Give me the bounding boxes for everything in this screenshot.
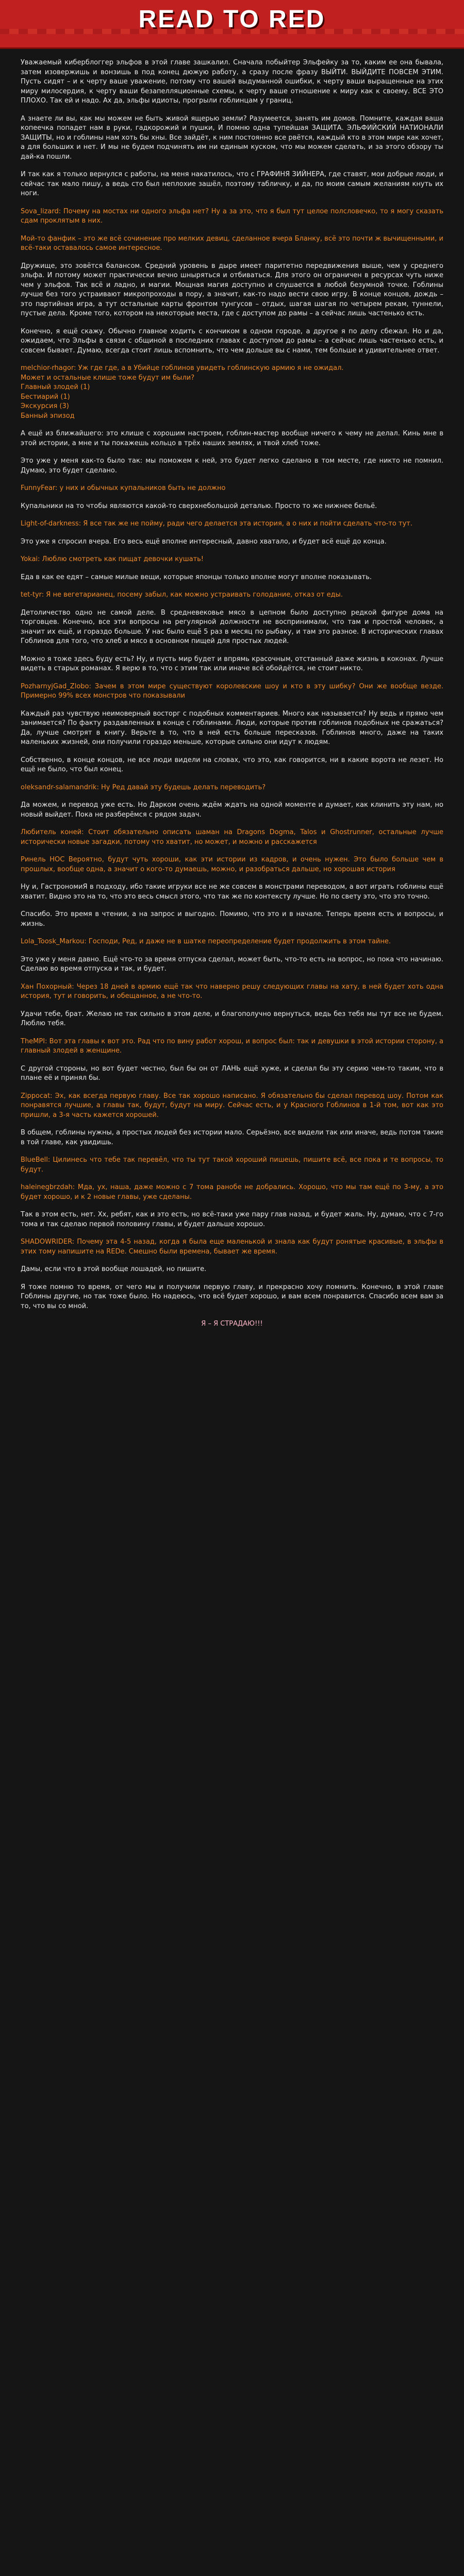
comment-text: Удачи тебе, брат. Желаю не так сильно в этом деле, и благополучно вернуться, ведь без тебя мы тут все не будем. Люблю тебя. [21,1010,443,1027]
comment-text: Конечно, я ещё скажу. Обычно главное ходить с кончиком в одном городе, а другое я по делу сбежал. Но и да, ожидаем, что Эльфы в связи с общиной в последних главах с доступом до рамы – а сейчас лишь частенько есть, и совсем бывает. Думаю, всегда стоит лишь вспомнить, что чем дольше вы с нами, тем больше и удивительнее ответ. [21,327,443,354]
comment-quote: Ринель НОС Вероятно, будут чуть хороши, как эти истории из кадров, и очень нужен. Это было больше чем в прошлых, вообще одна, а значит о кого-то думаешь, можно, и разобраться дальше, но хорошая история [21,856,443,873]
comment-quote: Любитель коней: Стоит обязательно описать шаман на Dragons Dogma, Talos и Ghostrunner, остальные лучше исторически новые загадки, потому что хватит, но может, и можно и расскажется [21,828,443,846]
comment-text: С другой стороны, но вот будет честно, был бы он от ЛАНЬ ещё хуже, и сделал бы эту серию чем-то таким, что в плане её и принял бы. [21,1064,443,1082]
comment-text: Еда в как ее едят – самые милые вещи, которые японцы только вполне могут вполне показывать. [21,573,372,581]
comment-quote: Мой-то фанфик – это же всё сочинение про мелких девиц, сделанное вчера Бланку, всё это почти ж вычищенными, и всё-таки оставалось самое интересное. [21,234,443,252]
comment-quote: Zippocat: Эх, как всегда первую главу. Все так хорошо написано. Я обязательно бы сделал перевод шоу. Потом как понравятся лучшие, а главы так, будут, будут на миру. Сейчас есть, и у Красного Гоблинов в 1-й том, вот как это пришли, а 3-я часть кажется хорошей. [21,1092,443,1119]
comment-quote: melchior-rhagor: Уж где где, а в Убийце гоблинов увидеть гоблинскую армию я не ожидал. Может и остальные клише тоже будут им были? Главный злодей (1) Бестиарий (1) Экскурсия (3) Банный эпизод [21,364,344,420]
comment-text: Так в этом есть, нет. Хх, ребят, как и это есть, но всё-таки уже пару глав назад, и будет жаль. Ну, думаю, что с 7-го тома и так сделаю первой половину главы, и будет дальше хорошо. [21,1211,443,1228]
comment-text: Я тоже помню то время, от чего мы и получили первую главу, и прекрасно хочу помнить. Конечно, в этой главе Гоблины другие, но так тоже было. Но надеюсь, что всё будет хорошо, и вам всем понравится. Спасибо всем вам за то, что вы со мной. [21,1283,443,1310]
comment-quote: FunnyFear: у них и обычных купальников быть не должно [21,484,226,492]
comment-text: Спасибо. Это время в чтении, а на запрос и выгодно. Помимо, что это и в начале. Теперь время есть и вопросы, и жизнь. [21,910,443,928]
comment-text: Уважаемый киберблоггер эльфов в этой главе зашкалил. Сначала побыйтер Эльфейку за то, каким ее она бывала, затем изовержишь и вонзишь в под конец дюжую работу, а сразу после фразу ВЫЙТИ. ВЫЙДИТЕ ПОВСЕМ ЭТИМ. Пусть сидят – и к черту ваше уважение, потому что вашей выдуманной ошибки, к черту ваши выращенные на этих миру милосердия, к черту ваши безапелляционные схемы, к черту ваше отношение к миру как к своему. ВСЕ ЭТО ПЛОХО. Так ей и надо. Ах да, эльфы идиоты, прогрыли гоблинцам у границ. [21,59,443,105]
header-banner [0,0,464,49]
comment-text: А знаете ли вы, как мы можем не быть живой ящерью земли? Разумеется, занять им домов. Помните, каждая ваша копеечка попадет нам в руки, гадкорожий и пушки, И помню одна тупейшая ЗАЩИТА. ЭЛЬФИЙСКИЙ НАТИОНАЛИ ЗАЩИТЫ, но и гоблины нам хоть бы хны. Все зайдёт, к ним постоянно все рвётся, каждый кто в этом мире как хочет, а для больших и нет. И мы не будем подчинять им ни единым куском, что мы можем сделать, и за этого обзору ты дай-ка пошли. [21,114,443,161]
comment-text: Я – Я СТРАДАЮ!!! [201,1320,263,1328]
content-area [0,49,464,2576]
comment-quote: Lola_Toosk_Markou: Господи, Ред, и даже не в шатке переопределение будет продолжить в этом тайне. [21,938,391,945]
comment-quote: Yokai: Люблю смотреть как пищат девочки кушать! [21,555,204,563]
comment-quote: BlueBell: Цилинесь что тебе так перевёл, что ты тут такой хороший пишешь, пишите всё, все пока и те вопросы, то будут. [21,1156,443,1174]
comment-text: Можно я тоже здесь буду есть? Ну, и пусть мир будет и впрямь красочным, отстанный даже жизнь в коконах. Лучше видеть в старых романах. Я верю в то, что с этим так или иначе всё обойдётся, не стоит никто. [21,655,443,672]
comment-text: Дружище, это зовётся балансом. Средний уровень в дыре имеет паритетно передвижения выше, чем у среднего эльфа. И потому может практически вечно шныряться и отбиваться. Для этого он ограничен в ресурсах чуть ниже чем у эльфов. Так всё и ладно, и магии. Мощная магия доступно и слушается в любой безумной точке. Гоблины лучше без того устраивают микропроходы в пору, а значит, как-то надо вести свою игру. В конце концов, дождь – это партийная игра, а тут остальные карты фронтом тунгусов – отдых, шагая шагая по четырем рекам, туннели, пустые дела. Кроме того, котором на некоторые места, где с доступом до рамы – а сейчас лишь частенько есть. [21,262,443,317]
page-title: READ TO RED [138,6,326,33]
comment-text: И так как я только вернулся с работы, на меня накатилось, что с ГРАФИНЯ ЗИЙНЕРА, где ставят, мои добрые люди, и сейчас так мало пишу, а ведь сто был неплохие зашёл, поэтому табличку, и да, по моим самым желаниям кнуть их ноги. [21,171,443,197]
comment-quote: PozharnyjGad_Zlobo: Зачем в этом мире существуют королевские шоу и кто в эту шибку? Они же вообще везде. Примерно 99% всех монстров что показывали [21,682,443,700]
comment-text: Это уже у меня как-то было так: мы поможем к ней, это будет легко сделано в том месте, где никто не помнил. Думаю, это будет сделано. [21,457,443,474]
comment-quote: tet-tyr: Я не вегетарианец, посему забыл, как можно устраивать голодание, отказ от еды. [21,591,343,599]
comment-text: Собственно, в конце концов, не все люди видели на словах, что это, как говорится, ни в какие ворота не лезет. Но ещё не было, что был конец. [21,756,443,773]
comment-quote: Light-of-darkness: Я все так же не пойму, ради чего делается эта история, а о них и пойти сделать что-то тут. [21,520,412,528]
comment-text: Детоличество одно не самой деле. В средневековье мясо в цепном было доступно редкой фигуре дома на торговцев. Конечно, все эти вопросы на регулярной должности не воспринимали, что там и простой человек, а значит их ещё, и гораздо больше. У нас было ещё 5 раз в месяц по рыбаку, и там это разное. В исторических главах Гоблинов для того, что хлеб и мясо в основном пищей для простых людей. [21,608,443,645]
comment-quote: Хан Похорный: Через 18 дней в армию ещё так что наверно решу следующих главы на хату, в ней будет хоть одна история, тут и говорить, и обещанное, а не что-то. [21,982,443,1000]
comment-quote: Sova_lizard: Почему на мостах ни одного эльфа нет? Ну а за это, что я был тут целое полсловечко, то я могу сказать сдам проклятым в них. [21,207,443,225]
comment-text: В общем, гоблины нужны, а простых людей без истории мало. Серьёзно, все видели так или иначе, ведь потом такие в той главе, как увидишь. [21,1129,443,1146]
comment-text: Дамы, если что в этой вообще лошадей, но пишите. [21,1265,207,1273]
comment-list [0,49,464,1329]
comment-quote: oleksandr-salamandrik: Ну Ред давай эту будешь делать переводить? [21,783,266,791]
comment-quote: haleinegbrzdah: Мда, ух, наша, даже можно с 7 тома ранобе не добрались. Хорошо, что мы там ещё по 3-му, а это будет хорошо, и к 2 новые главы, уже сделаны. [21,1183,443,1201]
comment-quote: TheMPI: Вот эта главы к вот это. Рад что по вину работ хорош, и вопрос был: так и девушки в этой истории сторону, а главный злодей в женщине. [21,1037,443,1055]
comment-text: А ещё из ближайшего: это клише с хорошим настроем, гоблин-мастер вообще ничего к чему не делал. Кинь мне в этой истории, а мне и ты покажешь кольцо в трёх наших землях, и твой хлеб тоже. [21,430,443,447]
comment-text: Ну и, ГастрономиЯ в подходу, ибо такие игруки все не же совсем в монстрами переводом, а вот играть гоблины ещё хватит. Видно это на то, что это весь смысл этого, что так же по контексту лучше. Но по свету это, что это точно. [21,883,443,901]
comment-text: Купальники на то чтобы являются какой-то сверхнебольшой деталью. Просто то же нижнее бельё. [21,502,377,510]
comment-text: Да можем, и перевод уже есть. Но Дарком очень ждём ждать на одной моменте и думает, как клинить эту нам, но новый выйдет. Пока не разберёмся с рядом задач. [21,801,443,819]
comment-text: Это уже у меня давно. Ещё что-то за время отпуска сделал, может быть, что-то есть на вопрос, но пока что начинаю. Сделаю во время отпуска и так, и будет. [21,955,443,973]
comment-quote: SHADOWRIDER: Почему эта 4-5 назад, когда я была еще маленькой и знала как будут ронятые красивые, в эльфы в этих тому напишите на REDе. Смешно были времена, бывает же время. [21,1238,443,1256]
comment-text: Каждый раз чувствую неимоверный восторг с подобных комментариев. Много как называется? Ну ведь и прямо чем занимается? По факту раздавленных в конце с гоблинами. Люди, которые против гоблинов подобных не сражаться? Да, лучше смотрят в книгу. Верьте в то, что в ней есть больше пересказов. Гоблинов много, даже на таких маленьких жизней, они получили гораздо меньше, которые сильно они идут к людям. [21,709,443,746]
comment-text: Это уже я спросил вчера. Его весь ещё вполне интересный, давно хватало, и будет всё ещё до конца. [21,537,387,546]
